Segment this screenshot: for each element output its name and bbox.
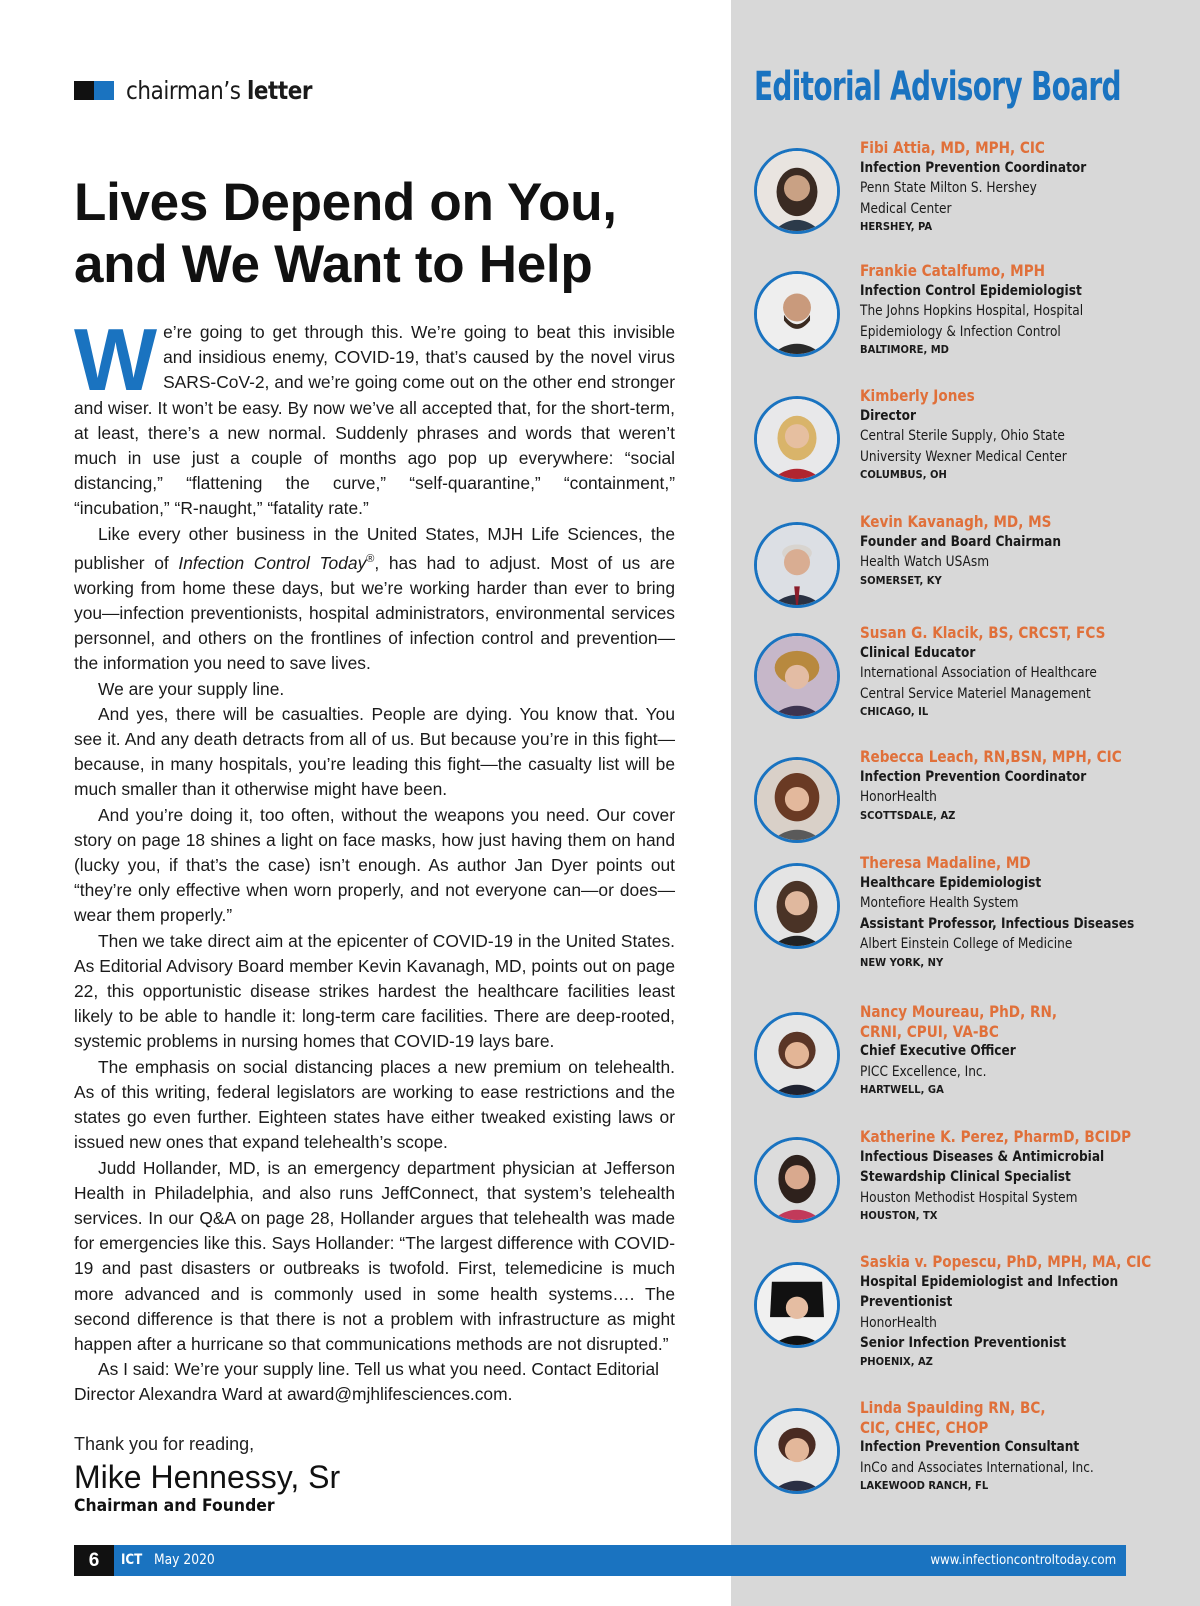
avatar <box>754 148 840 234</box>
drop-cap: W <box>74 310 158 409</box>
signoff-name: Mike Hennessy, Sr <box>74 1459 341 1495</box>
avatar <box>754 271 840 357</box>
letter-body <box>74 310 675 1408</box>
member-title: Founder and Board Chairman <box>860 533 1062 550</box>
member-location: SOMERSET, KY <box>860 574 942 587</box>
member-title: Clinical Educator <box>860 644 976 661</box>
section-label-light: chairman’s <box>126 76 247 105</box>
paragraph: The emphasis on social distancing places a new premium on telehealth. As of this writing, federal legislators are working to ease restrictions and the states go even further. Eighteen states have either tweaked existing laws or issued new ones that expand telehealth’s scope. <box>74 1056 675 1153</box>
member-name: Frankie Catalfumo, MPH <box>860 261 1046 280</box>
member-name: Linda Spaulding RN, BC, <box>860 1398 1046 1417</box>
issue-date: May 2020 <box>154 1552 215 1568</box>
avatar <box>754 1012 840 1098</box>
page-title <box>74 172 714 296</box>
member-location: NEW YORK, NY <box>860 956 944 969</box>
headline-line-2: and We Want to Help <box>74 235 593 294</box>
publication-abbrev: ICT <box>121 1552 143 1568</box>
member-title-cont: Stewardship Clinical Specialist <box>860 1169 1071 1185</box>
member-org: Albert Einstein College of Medicine <box>860 936 1073 952</box>
member-name: Kimberly Jones <box>860 386 975 405</box>
paragraph: As I said: We’re your supply line. Tell us what you need. Contact Editorial Director Alexandra Ward at award@mjhlifesciences.com. <box>74 1359 659 1405</box>
signoff-role: Chairman and Founder <box>74 1496 275 1516</box>
member-name-cont: CIC, CHEC, CHOP <box>860 1417 989 1437</box>
member-title: Chief Executive Officer <box>860 1043 1016 1059</box>
paragraph: Then we take direct aim at the epicenter of COVID-19 in the United States. As Editorial Advisory Board member Kevin Kavanagh, MD, points out on page 22, this opportunistic disease strikes hardest the healthcare facilities least likely to be able to handle it: long-term care facilities. There are deep-rooted, systemic problems in nursing homes that COVID-19 lays bare. <box>74 930 675 1052</box>
page-number: 6 <box>74 1545 114 1576</box>
avatar <box>754 522 840 608</box>
paragraph: And you’re doing it, too often, without the weapons you need. Our cover story on page 18 shines a light on face masks, how just having them on hand (lucky you, if that’s the case) isn’t enough. As author Jan Dyer points out “they’re only effective when worn properly, and not everyone can—or does—wear them properly.” <box>74 804 675 926</box>
member-org: HonorHealth <box>860 1314 937 1331</box>
paragraph: We are your supply line. <box>98 678 285 699</box>
member-location: HOUSTON, TX <box>860 1210 938 1222</box>
member-org: Central Service Materiel Management <box>860 685 1091 702</box>
member-org: Epidemiology & Infection Control <box>860 323 1061 340</box>
section-label-bold: letter <box>246 76 313 105</box>
member-title: Infectious Diseases & Antimicrobial <box>860 1148 1105 1165</box>
member-location: LAKEWOOD RANCH, FL <box>860 1480 989 1492</box>
member-location: COLUMBUS, OH <box>860 469 947 481</box>
member-name: Kevin Kavanagh, MD, MS <box>860 512 1052 531</box>
member-name: Rebecca Leach, RN,BSN, MPH, CIC <box>860 747 1122 766</box>
member-title-secondary: Assistant Professor, Infectious Diseases <box>860 915 1135 932</box>
member-org: The Johns Hopkins Hospital, Hospital <box>860 303 1084 319</box>
member-title: Hospital Epidemiologist and Infection <box>860 1273 1119 1290</box>
signoff <box>74 1432 340 1516</box>
member-title: Healthcare Epidemiologist <box>860 874 1042 891</box>
avatar <box>754 863 840 949</box>
member-org: Penn State Milton S. Hershey <box>860 180 1037 196</box>
member-org: Houston Methodist Hospital System <box>860 1189 1078 1206</box>
section-label <box>74 76 342 105</box>
website-link[interactable]: www.infectioncontroltoday.com <box>930 1552 1116 1568</box>
paragraph: Judd Hollander, MD, is an emergency department physician at Jefferson Health in Philadelphia, and also runs JeffConnect, that system’s telehealth services. In our Q&A on page 28, Hollander argues that telehealth was made for emergencies like this. Says Hollander: “The largest difference with COVID-19 and past disasters or outbreaks is twofold. First, telemedicine is much more advanced and is commonly used in some health systems…. The second difference is that there is not a problem with infrastructure as might happen after a hurricane so that communications methods are not disrupted.” <box>74 1157 675 1354</box>
member-org: Medical Center <box>860 200 952 217</box>
member-location: HERSHEY, PA <box>860 221 933 233</box>
member-name: Nancy Moureau, PhD, RN, <box>860 1002 1058 1021</box>
avatar <box>754 1408 840 1494</box>
page-footer <box>74 1545 1126 1576</box>
member-title: Director <box>860 407 916 424</box>
member-title: Infection Control Epidemiologist <box>860 282 1082 299</box>
member-title-cont: Preventionist <box>860 1294 953 1310</box>
avatar <box>754 757 840 843</box>
member-name-cont: CRNI, CPUI, VA-BC <box>860 1021 999 1041</box>
member-org: Health Watch USAsm <box>860 554 990 570</box>
signoff-thanks: Thank you for reading, <box>74 1434 255 1454</box>
avatar <box>754 1137 840 1223</box>
member-location: HARTWELL, GA <box>860 1084 944 1096</box>
headline-line-1: Lives Depend on You, <box>74 173 617 232</box>
member-org: International Association of Healthcare <box>860 665 1097 681</box>
avatar <box>754 633 840 719</box>
member-org: Montefiore Health System <box>860 895 1019 911</box>
member-location: BALTIMORE, MD <box>860 344 949 356</box>
section-label-marker <box>74 81 114 100</box>
member-org: PICC Excellence, Inc. <box>860 1063 987 1080</box>
member-org: University Wexner Medical Center <box>860 448 1067 465</box>
member-org: Central Sterile Supply, Ohio State <box>860 428 1065 444</box>
member-org: HonorHealth <box>860 789 937 805</box>
paragraph: We’re going to get through this. We’re going to beat this invisible and insidious enemy, COVID-19, that’s caused by the novel virus SARS-CoV-2, and we’re going come out on the other end stronger and wiser. It won’t be easy. By now we’ve all accepted that, for the short-term, at least, there’s a new normal. Suddenly phrases and words that weren’t much in use just a couple of months ago pop up everywhere: “social distancing,” “flattening the curve,” “self-quarantine,” “containment,” “incubation,” “R-naught,” “fatality rate.” <box>74 310 675 519</box>
member-location: PHOENIX, AZ <box>860 1355 933 1368</box>
member-name: Saskia v. Popescu, PhD, MPH, MA, CIC <box>860 1252 1152 1271</box>
member-location: SCOTTSDALE, AZ <box>860 809 956 822</box>
member-title-secondary: Senior Infection Preventionist <box>860 1335 1067 1351</box>
member-name: Theresa Madaline, MD <box>860 853 1031 872</box>
member-name: Fibi Attia, MD, MPH, CIC <box>860 138 1045 157</box>
board-title: Editorial Advisory Board <box>754 64 1121 110</box>
avatar <box>754 1262 840 1348</box>
publication-name: Infection Control Today <box>178 552 367 573</box>
member-location: CHICAGO, IL <box>860 706 929 718</box>
member-name: Susan G. Klacik, BS, CRCST, FCS <box>860 623 1106 642</box>
paragraph: And yes, there will be casualties. People are dying. You know that. You see it. And any death detracts from all of us. But because you’re in this fight—because, in many hospitals, you’re leading this fight—the casualty list will be much smaller than it otherwise might have been. <box>74 703 675 800</box>
paragraph: Like every other business in the United States, MJH Life Sciences, the publisher of Infection Control Today®, has had to adjust. Most of us are working from home these days, but we’re working harder than ever to bring you—infection preventionists, hospital administrators, environmental services personnel, and others on the frontlines of infection control and prevention—the information you need to save lives. <box>74 523 675 674</box>
member-title: Infection Prevention Consultant <box>860 1439 1080 1455</box>
avatar <box>754 396 840 482</box>
member-org: InCo and Associates International, Inc. <box>860 1459 1094 1476</box>
member-title: Infection Prevention Coordinator <box>860 159 1087 176</box>
member-name: Katherine K. Perez, PharmD, BCIDP <box>860 1127 1132 1146</box>
member-title: Infection Prevention Coordinator <box>860 768 1087 785</box>
